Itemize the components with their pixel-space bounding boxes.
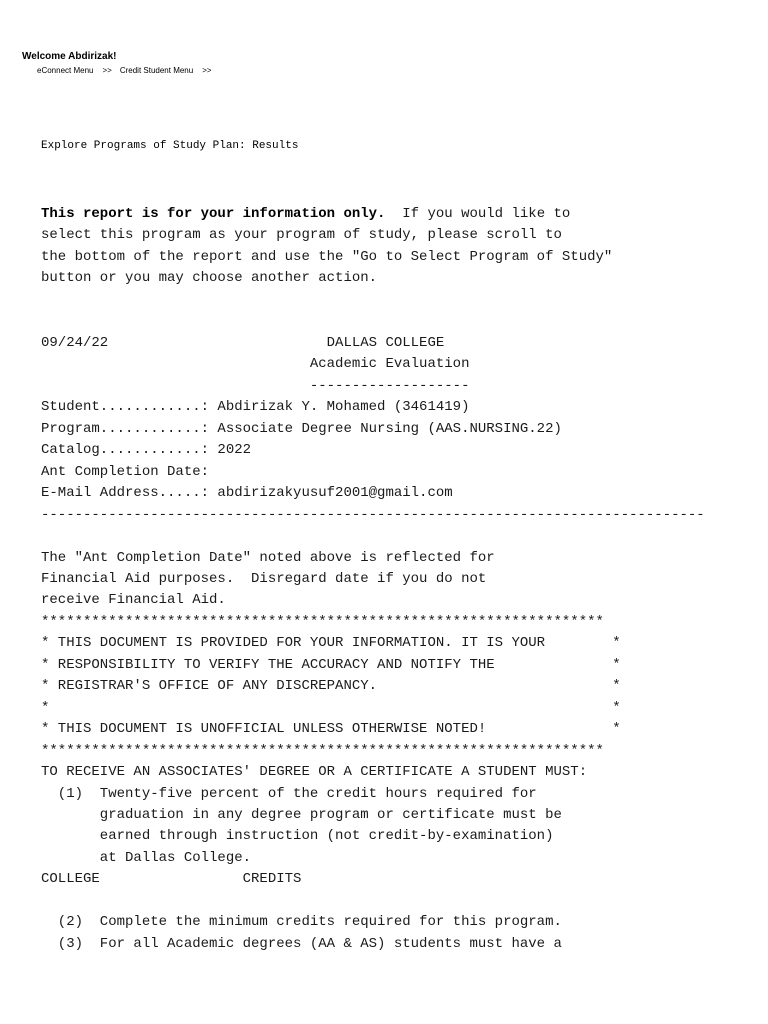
welcome-message: Welcome Abdirizak! (22, 51, 117, 62)
report-line: at Dallas College. (41, 849, 252, 866)
report-line: * * (41, 699, 621, 716)
report-line: (1) Twenty-five percent of the credit hours required for (41, 785, 537, 802)
breadcrumb-econnect-menu-link[interactable]: eConnect Menu (37, 66, 94, 75)
report-line: ------------------- (41, 377, 470, 394)
report-line: Student............: Abdirizak Y. Mohamed (3461419) (41, 399, 470, 416)
report-line: * REGISTRAR'S OFFICE OF ANY DISCREPANCY. * (41, 678, 621, 695)
report-line: The "Ant Completion Date" noted above is reflected for (41, 549, 495, 566)
report-line: TO RECEIVE AN ASSOCIATES' DEGREE OR A CERTIFICATE A STUDENT MUST: (41, 764, 588, 781)
report-line: graduation in any degree program or certificate must be (41, 806, 562, 823)
info-notice-text: If you would like to select this program as your program of study, please scroll to the bottom of the report and use the "Go to Select Program of Study" button or you may choose another action. (41, 206, 613, 287)
info-notice-bold: This report is for your information only. (41, 206, 386, 222)
report-line: Financial Aid purposes. Disregard date if you do not (41, 570, 487, 587)
report-line: Ant Completion Date: (41, 463, 210, 480)
report-line: E-Mail Address.....: abdirizakyusuf2001@gmail.com (41, 485, 453, 502)
report-line: * THIS DOCUMENT IS PROVIDED FOR YOUR INFORMATION. IT IS YOUR * (41, 635, 621, 652)
report-line: Academic Evaluation (41, 356, 470, 373)
breadcrumb-separator: >> (102, 66, 112, 75)
page-title: Explore Programs of Study Plan: Results (41, 140, 299, 152)
report-line: ******************************************************************* (41, 742, 604, 759)
report-line: Program............: Associate Degree Nursing (AAS.NURSING.22) (41, 420, 562, 437)
report-line: * THIS DOCUMENT IS UNOFFICIAL UNLESS OTHERWISE NOTED! * (41, 721, 621, 738)
report-line: earned through instruction (not credit-by-examination) (41, 828, 554, 845)
info-notice (41, 204, 612, 290)
report-line: ------------------------------------------------------------------------------- (41, 506, 705, 523)
academic-evaluation-report (41, 333, 705, 955)
report-line: (2) Complete the minimum credits required for this program. (41, 914, 562, 931)
report-line: receive Financial Aid. (41, 592, 226, 609)
report-line: 09/24/22 DALLAS COLLEGE (41, 335, 445, 351)
report-line: COLLEGE CREDITS (41, 871, 302, 888)
breadcrumb-separator: >> (202, 66, 212, 75)
report-line: ******************************************************************* (41, 613, 604, 630)
report-line: (3) For all Academic degrees (AA & AS) students must have a (41, 935, 562, 952)
breadcrumb (37, 66, 220, 75)
report-line: Catalog............: 2022 (41, 442, 252, 459)
report-line: * RESPONSIBILITY TO VERIFY THE ACCURACY AND NOTIFY THE * (41, 656, 621, 673)
breadcrumb-credit-student-menu-link[interactable]: Credit Student Menu (119, 66, 194, 75)
